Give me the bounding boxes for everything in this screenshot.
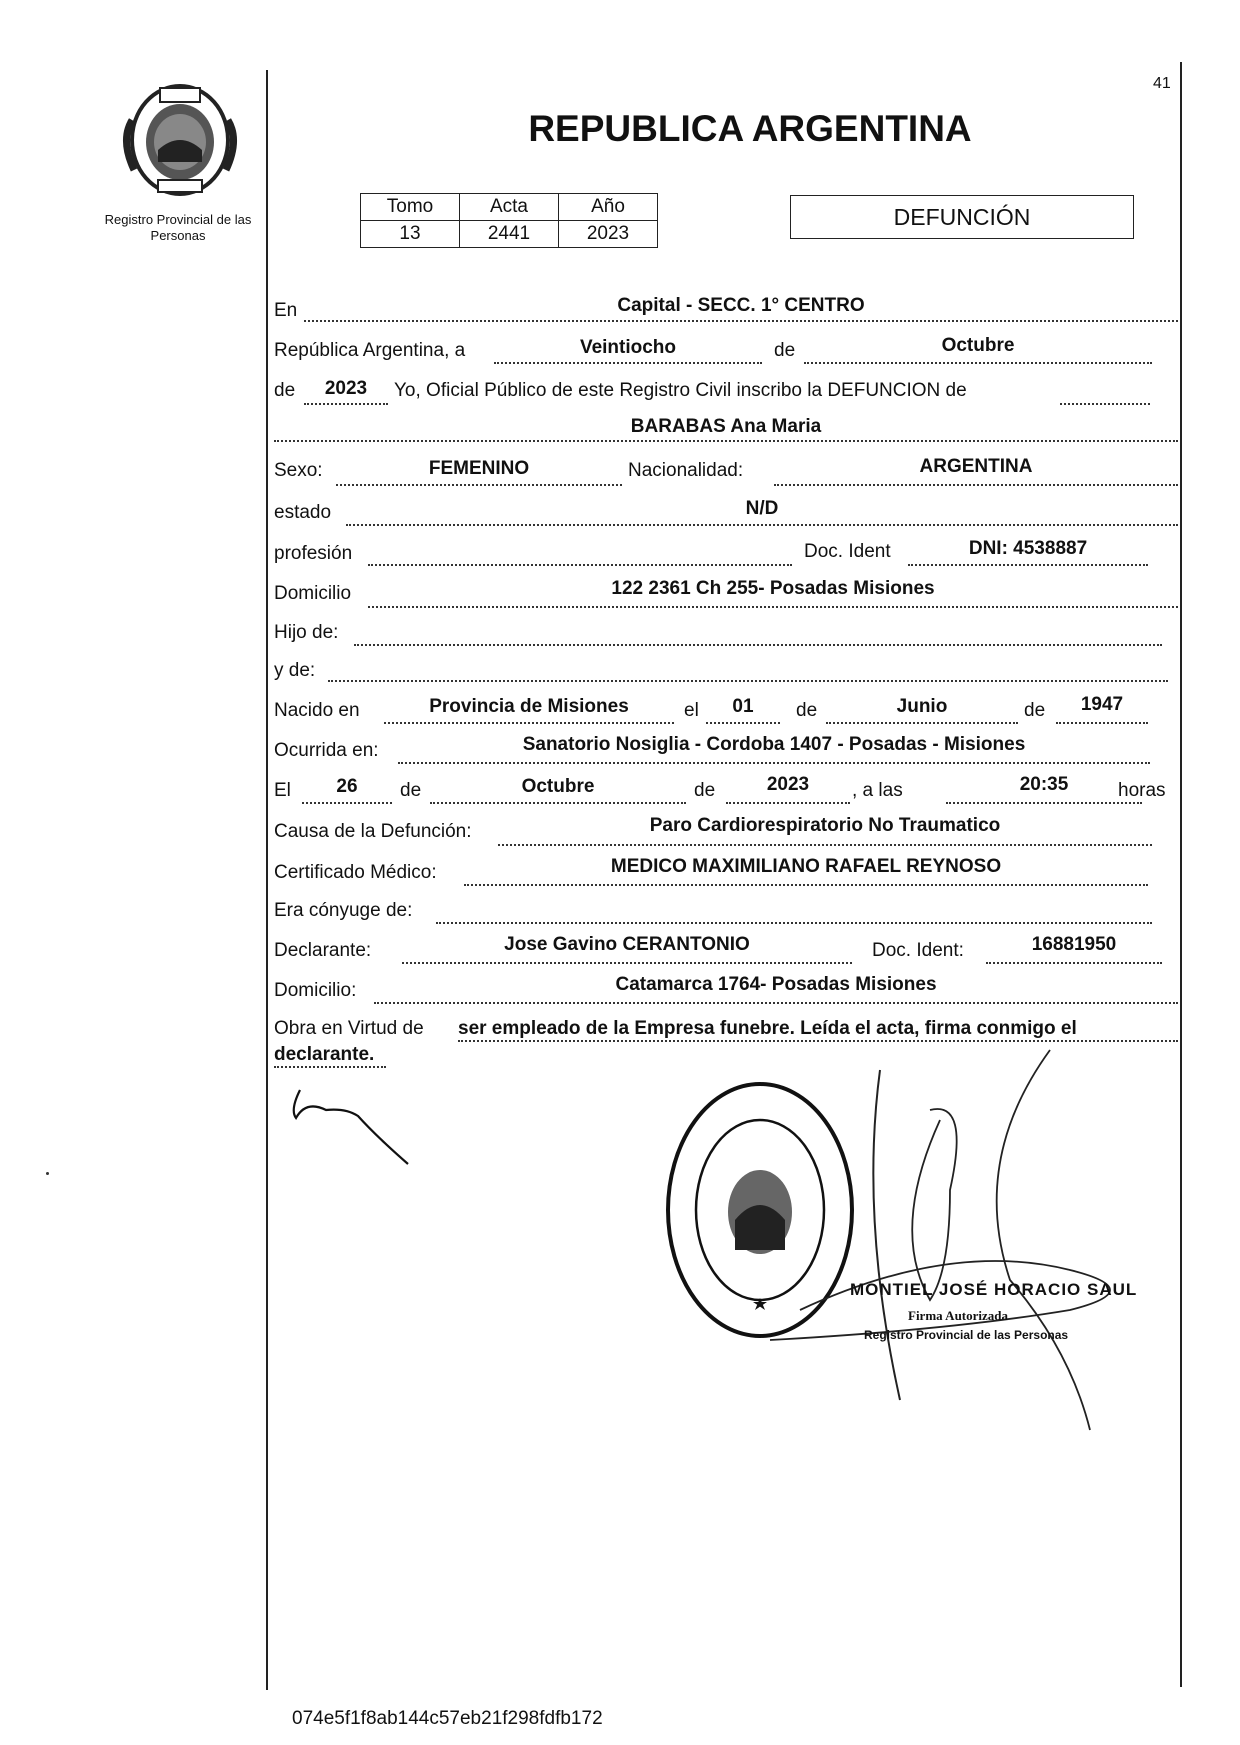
- officer-registry: Registro Provincial de las Personas: [864, 1328, 1069, 1342]
- line-nombre: [274, 440, 1178, 442]
- line-profesion: [368, 564, 792, 566]
- declarant-signature: [286, 1080, 416, 1170]
- line-inscribo: [1060, 403, 1150, 405]
- line-declarante-domicilio: [374, 1002, 1178, 1004]
- field-nacido-en: Provincia de Misiones: [429, 696, 629, 717]
- line-def-hora: [946, 802, 1142, 804]
- label-republica: República Argentina, a: [274, 340, 466, 361]
- label-domicilio-2: Domicilio:: [274, 980, 357, 1001]
- label-de-1: de: [774, 340, 796, 361]
- label-el-1: el: [684, 700, 699, 721]
- line-declarante: [402, 962, 852, 964]
- label-el-2: El: [274, 780, 291, 801]
- line-def-anio: [726, 802, 850, 804]
- misiones-seal: [118, 80, 242, 200]
- label-en: En: [274, 300, 298, 321]
- line-nac-mes: [826, 722, 1018, 724]
- line-anio: [304, 403, 388, 405]
- label-obra: Obra en Virtud de: [274, 1018, 424, 1039]
- field-lugar: Capital - SECC. 1° CENTRO: [617, 295, 865, 316]
- line-y-de: [328, 680, 1168, 682]
- left-margin-line: [266, 70, 268, 1690]
- line-declarante-doc: [986, 962, 1162, 964]
- stray-dot: [46, 1172, 49, 1175]
- anio-header: Año: [559, 194, 658, 221]
- label-doc-ident: Doc. Ident: [804, 541, 891, 562]
- record-type-box: DEFUNCIÓN: [790, 195, 1134, 239]
- label-profesion: profesión: [274, 543, 353, 564]
- line-conyuge: [436, 922, 1152, 924]
- field-dia-letras: Veintiocho: [579, 337, 677, 358]
- line-def-mes: [430, 802, 686, 804]
- field-nacionalidad: ARGENTINA: [919, 456, 1033, 477]
- field-certificado: MEDICO MAXIMILIANO RAFAEL REYNOSO: [610, 856, 1002, 877]
- line-certificado: [464, 884, 1148, 886]
- label-horas: horas: [1118, 780, 1166, 801]
- label-de-6: de: [694, 780, 716, 801]
- label-y-de: y de:: [274, 660, 316, 681]
- label-de-5: de: [400, 780, 422, 801]
- line-nacionalidad: [774, 484, 1178, 486]
- label-ocurrida-en: Ocurrida en:: [274, 740, 379, 761]
- label-de-2: de: [274, 380, 296, 401]
- line-sexo: [336, 484, 622, 486]
- label-inscribo: Yo, Oficial Público de este Registro Civil inscribo la DEFUNCION de: [394, 380, 967, 401]
- field-domicilio: 122 2361 Ch 255- Posadas Misiones: [611, 578, 935, 599]
- field-ocurrida-en: Sanatorio Nosiglia - Cordoba 1407 - Posadas - Misiones: [522, 734, 1026, 755]
- record-table: [360, 193, 658, 248]
- right-margin-line: [1180, 62, 1182, 1687]
- acta-value: 2441: [460, 221, 559, 248]
- tomo-header: Tomo: [361, 194, 460, 221]
- line-domicilio: [368, 606, 1178, 608]
- label-hijo-de: Hijo de:: [274, 622, 339, 643]
- label-certificado: Certificado Médico:: [274, 862, 437, 883]
- field-obra-text-2: declarante.: [274, 1044, 375, 1065]
- field-def-hora: 20:35: [1019, 774, 1069, 795]
- field-nac-anio: 1947: [1080, 694, 1124, 715]
- label-estado: estado: [274, 502, 332, 523]
- line-nacido-en: [384, 722, 674, 724]
- officer-title: Firma Autorizada: [908, 1308, 1009, 1323]
- label-de-3: de: [796, 700, 818, 721]
- field-declarante-doc: 16881950: [1031, 934, 1117, 955]
- page-number: 41: [1153, 75, 1171, 92]
- field-declarante-domicilio: Catamarca 1764- Posadas Misiones: [615, 974, 937, 995]
- label-domicilio: Domicilio: [274, 583, 352, 604]
- label-causa: Causa de la Defunción:: [274, 821, 472, 842]
- tomo-value: 13: [361, 221, 460, 248]
- acta-header: Acta: [460, 194, 559, 221]
- field-nac-mes: Junio: [896, 696, 948, 717]
- label-conyuge: Era cónyuge de:: [274, 900, 413, 921]
- document-hash: 074e5f1f8ab144c57eb21f298fdfb172: [292, 1708, 603, 1729]
- field-doc-ident: DNI: 4538887: [968, 538, 1088, 559]
- field-def-dia: 26: [336, 776, 358, 797]
- field-obra-text: ser empleado de la Empresa funebre. Leída el acta, firma conmigo el: [458, 1018, 1077, 1039]
- officer-name: MONTIEL JOSÉ HORACIO SAUL: [850, 1280, 1138, 1299]
- anio-value: 2023: [559, 221, 658, 248]
- line-causa: [498, 844, 1152, 846]
- label-nacionalidad: Nacionalidad:: [628, 460, 744, 481]
- line-dia: [494, 362, 762, 364]
- line-estado: [346, 524, 1178, 526]
- line-nac-dia: [706, 722, 780, 724]
- field-def-mes: Octubre: [521, 776, 595, 797]
- label-nacido-en: Nacido en: [274, 700, 360, 721]
- field-nombre: BARABAS Ana Maria: [630, 416, 822, 437]
- field-causa: Paro Cardiorespiratorio No Traumatico: [649, 815, 1001, 836]
- label-a-las: , a las: [852, 780, 903, 801]
- field-anio: 2023: [324, 378, 368, 399]
- line-nac-anio: [1056, 722, 1148, 724]
- line-hijo-de: [354, 644, 1162, 646]
- label-declarante: Declarante:: [274, 940, 372, 961]
- label-de-4: de: [1024, 700, 1046, 721]
- field-declarante: Jose Gavino CERANTONIO: [504, 934, 750, 955]
- line-doc-ident: [908, 564, 1148, 566]
- line-def-dia: [302, 802, 392, 804]
- field-mes: Octubre: [941, 335, 1015, 356]
- line-mes: [804, 362, 1152, 364]
- field-nac-dia: 01: [732, 696, 754, 717]
- field-def-anio: 2023: [766, 774, 810, 795]
- official-stamp: [650, 1040, 1170, 1450]
- page-title: REPUBLICA ARGENTINA: [528, 108, 972, 149]
- field-estado: N/D: [745, 498, 779, 519]
- registry-name: Registro Provincial de las Personas: [104, 212, 252, 243]
- line-obra-2: [274, 1066, 386, 1068]
- line-ocurrida-en: [398, 762, 1150, 764]
- line-lugar: [304, 320, 1178, 322]
- label-doc-ident-2: Doc. Ident:: [872, 940, 964, 961]
- label-sexo: Sexo:: [274, 460, 323, 481]
- field-sexo: FEMENINO: [428, 458, 530, 479]
